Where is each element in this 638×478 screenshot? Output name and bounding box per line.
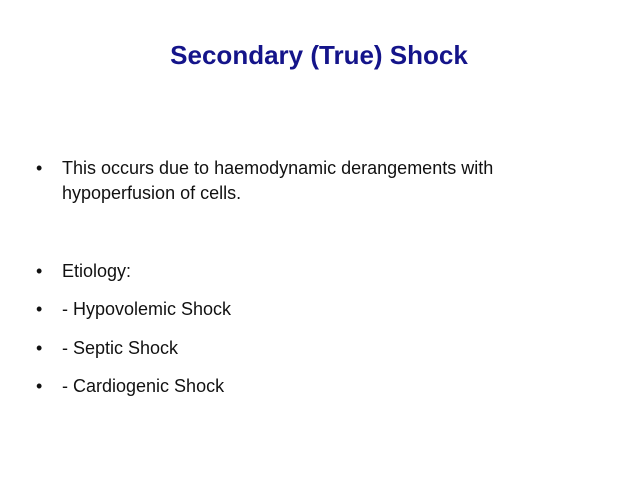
bullet-item — [36, 156, 556, 206]
bullet-text: - Cardiogenic Shock — [62, 376, 225, 396]
bullet-item — [36, 374, 556, 399]
bullet-marker: • — [36, 338, 43, 358]
bullet-item — [36, 336, 556, 361]
bullet-item — [36, 259, 556, 284]
bullet-text: This occurs due to haemodynamic derangements with hypoperfusion of cells. — [62, 158, 494, 203]
bullet-text: - Hypovolemic Shock — [62, 299, 232, 319]
bullet-marker: • — [36, 158, 43, 178]
bullet-text: - Septic Shock — [62, 338, 179, 358]
bullet-marker: • — [36, 299, 43, 319]
bullet-marker: • — [36, 376, 43, 396]
bullet-marker: • — [36, 261, 43, 281]
bullet-text: Etiology: — [62, 261, 132, 281]
slide-title: Secondary (True) Shock — [170, 40, 468, 70]
bullet-item — [36, 297, 556, 322]
